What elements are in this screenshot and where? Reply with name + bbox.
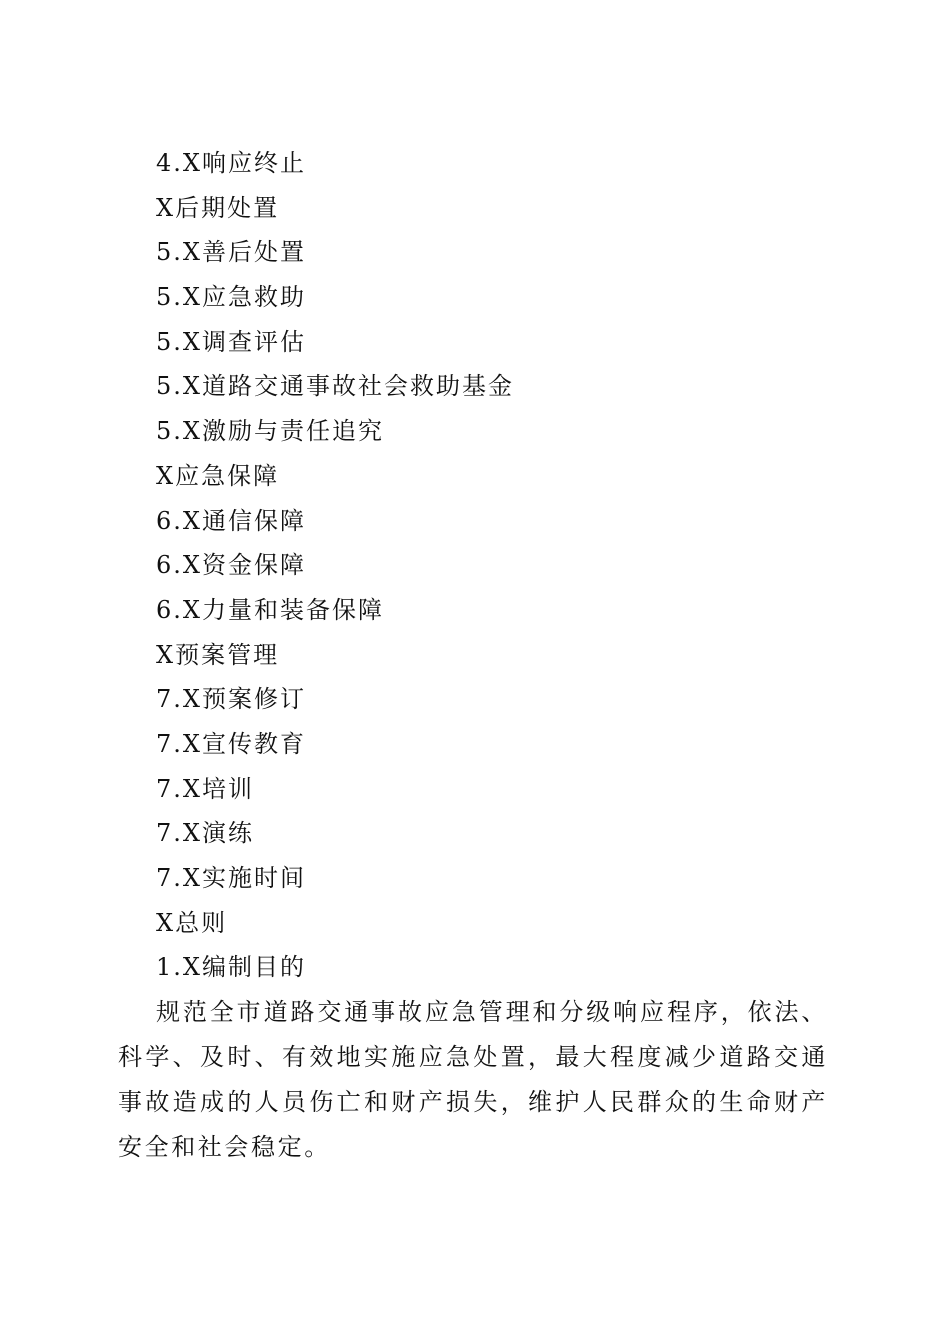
outline-item: 5.X道路交通事故社会救助基金 xyxy=(156,372,514,401)
body-paragraph: 规范全市道路交通事故应急管理和分级响应程序，依法、科学、及时、有效地实施应急处置，最大程度减少道路交通事故造成的人员伤亡和财产损失，维护人民群众的生命财产安全和社会稳定。 xyxy=(118,998,828,1161)
outline-item: X应急保障 xyxy=(156,461,280,490)
outline-item: X总则 xyxy=(156,908,228,937)
outline-list xyxy=(156,141,514,990)
outline-item: 5.X激励与责任追究 xyxy=(156,417,384,446)
outline-item: X后期处置 xyxy=(156,193,280,222)
outline-item: 5.X应急救助 xyxy=(156,283,306,312)
outline-item: 6.X通信保障 xyxy=(156,506,306,535)
outline-item: 6.X力量和装备保障 xyxy=(156,595,384,624)
outline-item: X预案管理 xyxy=(156,640,280,669)
outline-item: 5.X调查评估 xyxy=(156,327,306,356)
outline-item: 4.X响应终止 xyxy=(156,149,306,177)
outline-item: 5.X善后处置 xyxy=(156,238,306,267)
outline-item: 7.X实施时间 xyxy=(156,864,306,892)
outline-item: 1.X编制目的 xyxy=(156,953,306,982)
outline-item: 7.X培训 xyxy=(156,774,254,803)
outline-item: 7.X演练 xyxy=(156,819,254,848)
outline-item: 7.X宣传教育 xyxy=(156,729,306,758)
outline-item: 7.X预案修订 xyxy=(156,685,306,714)
outline-item: 6.X资金保障 xyxy=(156,551,306,580)
